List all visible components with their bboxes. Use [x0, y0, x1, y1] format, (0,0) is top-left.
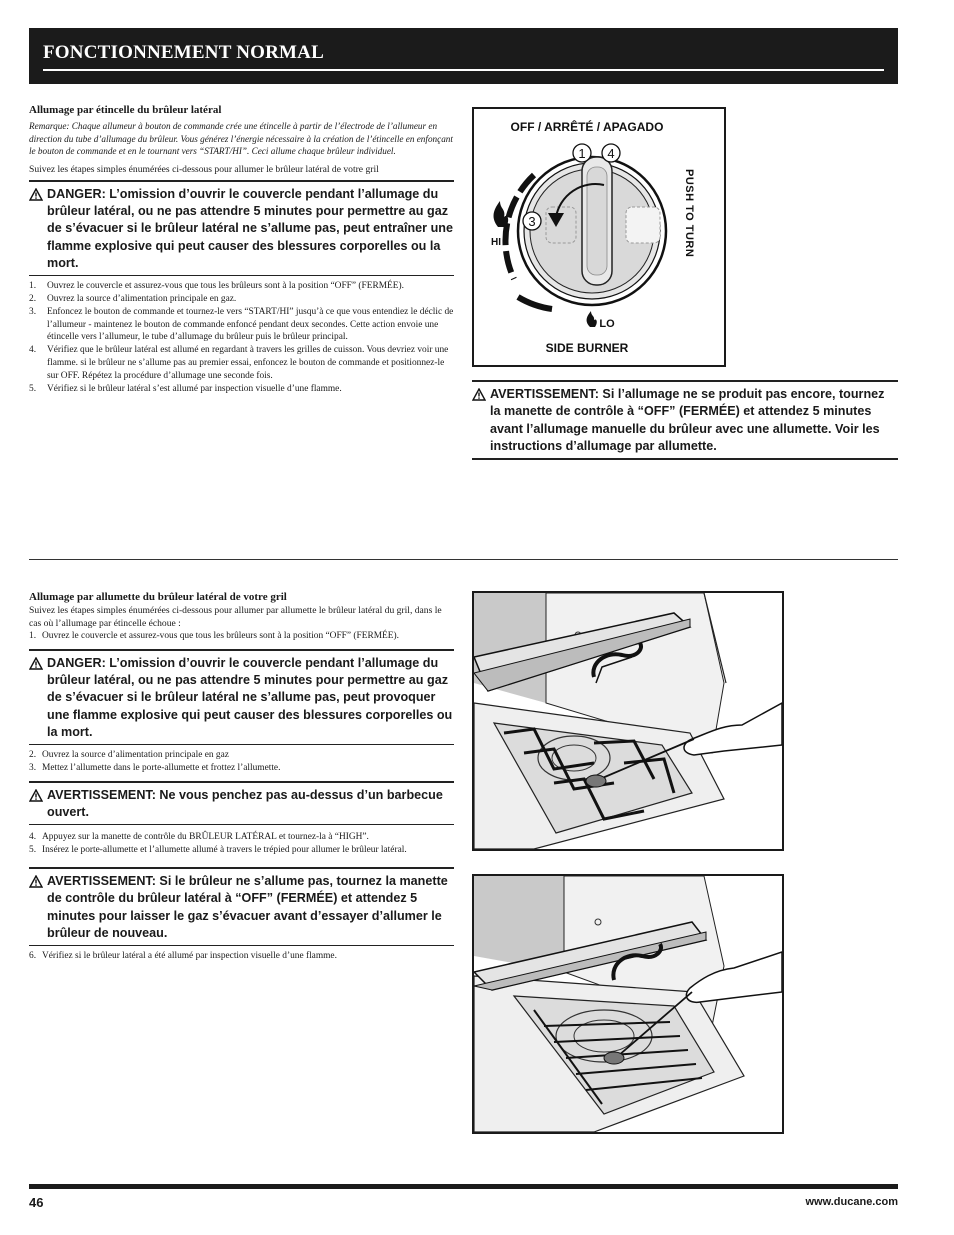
- warning-triangle-icon: [29, 789, 43, 802]
- list-item: 4. Appuyez sur la manette de contrôle du BRÛLEUR LATÉRAL et tournez-la à “HIGH”.: [29, 832, 369, 843]
- section-spark-ignition: [29, 104, 454, 395]
- knob-diagram: [472, 107, 726, 367]
- list-item: 3. Mettez l’allumette dans le porte-allumette et frottez l’allumette.: [29, 763, 281, 774]
- list-item: 5. Insérez le porte-allumette et l’allumette allumé à travers le trépied pour allumer le brûleur latéral.: [29, 845, 407, 856]
- ignition-note: Remarque: Chaque allumeur à bouton de commande crée une étincelle à partir de l’électrode de l’allumeur en direction du tube d’allumage du brûleur. Vous générez l’énergie nécessaire à la création de l’étincelle en enfonçant le bouton de commande et en le tournant vers “START/HI”. Ceci allume chaque brûleur individuel.: [29, 121, 453, 157]
- warning-triangle-icon: [29, 657, 43, 670]
- knob-off-label: OFF / ARRÊTÉ / APAGADO: [510, 120, 664, 134]
- list-item: 5. Vérifiez si le brûleur latéral s’est allumé par inspection visuelle d’une flamme.: [29, 383, 342, 394]
- match-lighting-illustration-1: [472, 591, 784, 851]
- footer-bar: [29, 1184, 898, 1189]
- danger-box: [29, 180, 454, 276]
- callout-4: 4: [607, 146, 615, 161]
- website-link[interactable]: www.ducane.com: [805, 1196, 898, 1208]
- side-burner-label: SIDE BURNER: [545, 341, 629, 355]
- warning-text: AVERTISSEMENT: Ne vous penchez pas au-dessus d’un barbecue ouvert.: [47, 787, 443, 820]
- intro-text: Suivez les étapes simples énumérées ci-dessous pour allumer le brûleur latéral de votre gril: [29, 163, 379, 175]
- match-steps-list: [29, 950, 454, 963]
- warning-triangle-icon: [29, 875, 43, 888]
- section-title: Allumage par étincelle du brûleur latéral: [29, 104, 222, 116]
- warning-box: [472, 380, 898, 460]
- grill-side-burner-drawing: [474, 876, 782, 1132]
- list-item: 2. Ouvrez la source d’alimentation principale en gaz: [29, 750, 229, 761]
- grill-side-burner-drawing: [474, 593, 782, 849]
- lo-label: LO: [599, 318, 615, 330]
- page-number: 46: [29, 1195, 44, 1210]
- header-bar: [29, 28, 898, 84]
- list-item: 1. Ouvrez le couvercle et assurez-vous que tous les brûleurs sont à la position “OFF” (FERMÉE).: [29, 631, 399, 641]
- callout-1: 1: [578, 146, 586, 161]
- callout-3: 3: [528, 214, 536, 229]
- warning-triangle-icon: [472, 388, 486, 401]
- flame-lo-icon: [587, 311, 597, 327]
- intro-text: Suivez les étapes simples énumérées ci-dessous pour allumer par allumette le brûleur latéral du gril, dans le cas où l’allumage par étincelle échoue :: [29, 605, 442, 629]
- section-match-ignition: [29, 591, 454, 963]
- warning-box: [29, 867, 454, 946]
- danger-text: DANGER: L’omission d’ouvrir le couvercle pendant l’allumage du brûleur latéral, ou ne pas attendre 5 minutes pour permettre au gaz de s’évacuer si le brûleur latéral ne s’allume pas, peut provoquer une flamme explosive qui peut causer des blessures corporelles ou la mort.: [47, 655, 453, 739]
- list-item: 2. Ouvrez la source d’alimentation principale en gaz.: [29, 294, 237, 305]
- match-lighting-illustration-2: [472, 874, 784, 1134]
- push-to-turn-label: PUSH TO TURN: [683, 169, 695, 258]
- warning-right-block: [472, 380, 898, 460]
- spark-steps-list: [29, 280, 454, 395]
- page-title: FONCTIONNEMENT NORMAL: [43, 42, 324, 63]
- section-title: Allumage par allumette du brûleur latéral de votre gril: [29, 591, 287, 603]
- match-steps-list: [29, 831, 454, 857]
- match-steps-list: [29, 630, 454, 643]
- flame-hi-icon: [494, 201, 509, 227]
- warning-box: [29, 781, 454, 826]
- warning-text: AVERTISSEMENT: Si l’allumage ne se produit pas encore, tournez la manette de contrôle à “OFF” (FERMÉE) et attendez 5 minutes avant l’allumage manuelle du brûleur avec une allumette. Voir les instructions d’allumage par allumette.: [490, 387, 885, 453]
- danger-box: [29, 649, 454, 745]
- knob-illustration: [474, 109, 724, 365]
- list-item: 1. Ouvrez le couvercle et assurez-vous que tous les brûleurs sont à la position “OFF” (FERMÉE).: [29, 281, 404, 292]
- header-rule: [43, 69, 884, 71]
- danger-text: DANGER: L’omission d’ouvrir le couvercle pendant l’allumage du brûleur latéral, ou ne pas attendre 5 minutes pour permettre au gaz de s’évacuer si le brûleur latéral ne s’allume pas, peut entraîner une flamme explosive qui peut causer des blessures corporelles ou la mort.: [47, 186, 453, 270]
- list-item: 4. Vérifiez que le brûleur latéral est allumé en regardant à travers les grilles de cuisson. Vous devriez voir une flamme. si le brûleur ne s’allume pas au premier essai, enfoncez le bouton de commande et positionnez-le sur OFF. Répétez la procédure d’allumage une seconde fois.: [29, 345, 449, 381]
- warning-text: AVERTISSEMENT: Si le brûleur ne s’allume pas, tournez la manette de contrôle du brûleur latéral à “OFF” (FERMÉE) et attendez 5 minutes pour laisser le gaz s’évacuer avant d’essayer d’allumer le brûleur de nouveau.: [47, 874, 448, 940]
- warning-triangle-icon: [29, 188, 43, 201]
- hi-label: HI: [491, 237, 501, 248]
- section-divider: [29, 559, 898, 560]
- list-item: 6. Vérifiez si le brûleur latéral a été allumé par inspection visuelle d’une flamme.: [29, 951, 337, 962]
- match-steps-list: [29, 749, 454, 775]
- list-item: 3. Enfoncez le bouton de commande et tournez-le vers “START/HI” jusqu’à ce que vous entendiez le déclic de l’allumeur - maintenez le bouton de commande enfoncé pendant deux secondes. Cette action envoie une étincelle vers l’allumeur, le tube d’allumage du brûleur puis le brûleur principal.: [29, 306, 454, 343]
